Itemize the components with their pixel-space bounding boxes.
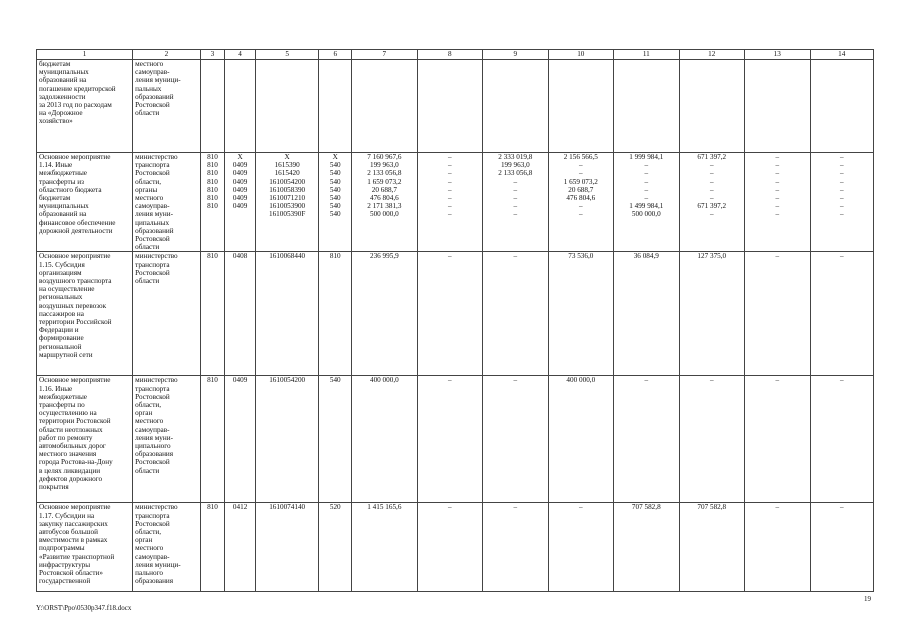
rzpr-cell <box>225 60 256 153</box>
executor-cell: министерство транспорта Ростовской области, орган местного самоуправ- ления муни- ципального образования Ростовской области <box>133 376 201 503</box>
year-value-cell: – <box>417 503 482 592</box>
col-header: 13 <box>745 50 810 60</box>
year-value-cell: 400 000,0 <box>548 376 613 503</box>
year-value-cell: – <box>614 376 679 503</box>
year-value-cell <box>614 60 679 153</box>
year-value-cell: – <box>745 503 810 592</box>
total-cell: 236 995,9 <box>352 252 417 376</box>
csr-cell: 1610068440 <box>255 252 318 376</box>
col-header: 8 <box>417 50 482 60</box>
year-value-cell: – – – – – – – – <box>810 153 874 252</box>
total-cell: 1 415 165,6 <box>352 503 417 592</box>
executor-cell: министерство транспорта Ростовской области, орган местного самоуправ- ления муници- пального образования <box>133 503 201 592</box>
year-value-cell <box>483 60 548 153</box>
year-value-cell: 671 397,2 – – – – – 671 397,2 – <box>679 153 744 252</box>
col-header: 12 <box>679 50 744 60</box>
year-value-cell: – <box>483 376 548 503</box>
total-cell: 400 000,0 <box>352 376 417 503</box>
rzpr-cell: 0409 <box>225 376 256 503</box>
total-cell: 7 160 967,6 199 963,0 2 133 056,8 1 659 073,2 20 688,7 476 804,6 2 171 381,3 500 000,0 <box>352 153 417 252</box>
rzpr-cell: 0408 <box>225 252 256 376</box>
table-row <box>37 376 874 503</box>
col-header: 14 <box>810 50 874 60</box>
file-path: Y:\ORST\Ppo\0530p347.f18.docx <box>36 604 132 612</box>
col-header: 6 <box>319 50 352 60</box>
vr-cell: 810 <box>319 252 352 376</box>
year-value-cell: – <box>417 376 482 503</box>
year-value-cell: 707 582,8 <box>679 503 744 592</box>
year-value-cell: – – – – – – – – <box>745 153 810 252</box>
year-value-cell: 127 375,0 <box>679 252 744 376</box>
year-value-cell: – <box>810 252 874 376</box>
year-value-cell: – <box>745 376 810 503</box>
activity-name-cell: Основное мероприятие 1.14. Иные межбюджетные трансферты из областного бюджета бюджетам муниципальных образований на финансовое обеспечение дорожной деятельности <box>37 153 133 252</box>
col-header: 3 <box>200 50 225 60</box>
year-value-cell: 36 084,9 <box>614 252 679 376</box>
year-value-cell: – <box>810 376 874 503</box>
activity-name-cell: Основное мероприятие 1.16. Иные межбюджетные трансферты по осуществлению на территории Ростовской области неотложных работ по ремонту автомобильных дорог местного значения города Ростова-на-Дону в целях ликвидации дефектов дорожного покрытия <box>37 376 133 503</box>
col-header: 7 <box>352 50 417 60</box>
csr-cell: Х 1615390 1615420 1610054200 1610058390 1610071210 1610053900 161005390F <box>255 153 318 252</box>
year-value-cell: 2 156 566,5 – – 1 659 073,2 20 688,7 476 804,6 – – <box>548 153 613 252</box>
vr-cell: 540 <box>319 376 352 503</box>
year-value-cell <box>810 60 874 153</box>
year-value-cell: – <box>745 252 810 376</box>
col-header: 4 <box>225 50 256 60</box>
csr-cell: 1610054200 <box>255 376 318 503</box>
col-header: 2 <box>133 50 201 60</box>
grbs-cell <box>200 60 225 153</box>
year-value-cell: 1 999 984,1 – – – – – 1 499 984,1 500 000,0 <box>614 153 679 252</box>
year-value-cell <box>548 60 613 153</box>
table-row <box>37 503 874 592</box>
col-header: 5 <box>255 50 318 60</box>
csr-cell <box>255 60 318 153</box>
total-cell <box>352 60 417 153</box>
year-value-cell: – <box>548 503 613 592</box>
grbs-cell: 810 <box>200 503 225 592</box>
header-row <box>37 50 874 60</box>
year-value-cell: – <box>483 252 548 376</box>
year-value-cell <box>745 60 810 153</box>
program-table <box>36 49 874 592</box>
executor-cell: местного самоуправ- ления муници- пальных образований Ростовской области <box>133 60 201 153</box>
table-row <box>37 252 874 376</box>
table-row <box>37 153 874 252</box>
year-value-cell: – <box>679 376 744 503</box>
rzpr-cell: 0412 <box>225 503 256 592</box>
csr-cell: 1610074140 <box>255 503 318 592</box>
grbs-cell: 810 810 810 810 810 810 810 <box>200 153 225 252</box>
year-value-cell: – – – – – – – – <box>417 153 482 252</box>
executor-cell: министерство транспорта Ростовской области, органы местного самоуправ- ления муни- ципальных образований Ростовской области <box>133 153 201 252</box>
activity-name-cell: бюджетам муниципальных образований на погашение кредиторской задолженности за 2013 год по расходам на «Дорожное хозяйство» <box>37 60 133 153</box>
vr-cell <box>319 60 352 153</box>
col-header: 1 <box>37 50 133 60</box>
year-value-cell: 2 333 019,8 199 963,0 2 133 056,8 – – – – – <box>483 153 548 252</box>
col-header: 11 <box>614 50 679 60</box>
activity-name-cell: Основное мероприятие 1.15. Субсидия организациям воздушного транспорта на осуществление региональных воздушных перевозок пассажиров на территории Российской Федерации и формирование региональной маршрутной сети <box>37 252 133 376</box>
year-value-cell <box>679 60 744 153</box>
activity-name-cell: Основное мероприятие 1.17. Субсидии на закупку пассажирских автобусов большой вместимости в рамках подпрограммы «Развитие транспортной инфраструктуры Ростовской области» государственной <box>37 503 133 592</box>
executor-cell: министерство транспорта Ростовской области <box>133 252 201 376</box>
year-value-cell <box>417 60 482 153</box>
vr-cell: 520 <box>319 503 352 592</box>
vr-cell: Х 540 540 540 540 540 540 540 <box>319 153 352 252</box>
year-value-cell: – <box>483 503 548 592</box>
col-header: 10 <box>548 50 613 60</box>
grbs-cell: 810 <box>200 376 225 503</box>
year-value-cell: – <box>417 252 482 376</box>
rzpr-cell: Х 0409 0409 0409 0409 0409 0409 <box>225 153 256 252</box>
year-value-cell: 73 536,0 <box>548 252 613 376</box>
col-header: 9 <box>483 50 548 60</box>
year-value-cell: 707 582,8 <box>614 503 679 592</box>
grbs-cell: 810 <box>200 252 225 376</box>
table-row <box>37 60 874 153</box>
page-number: 19 <box>864 595 871 603</box>
year-value-cell: – <box>810 503 874 592</box>
